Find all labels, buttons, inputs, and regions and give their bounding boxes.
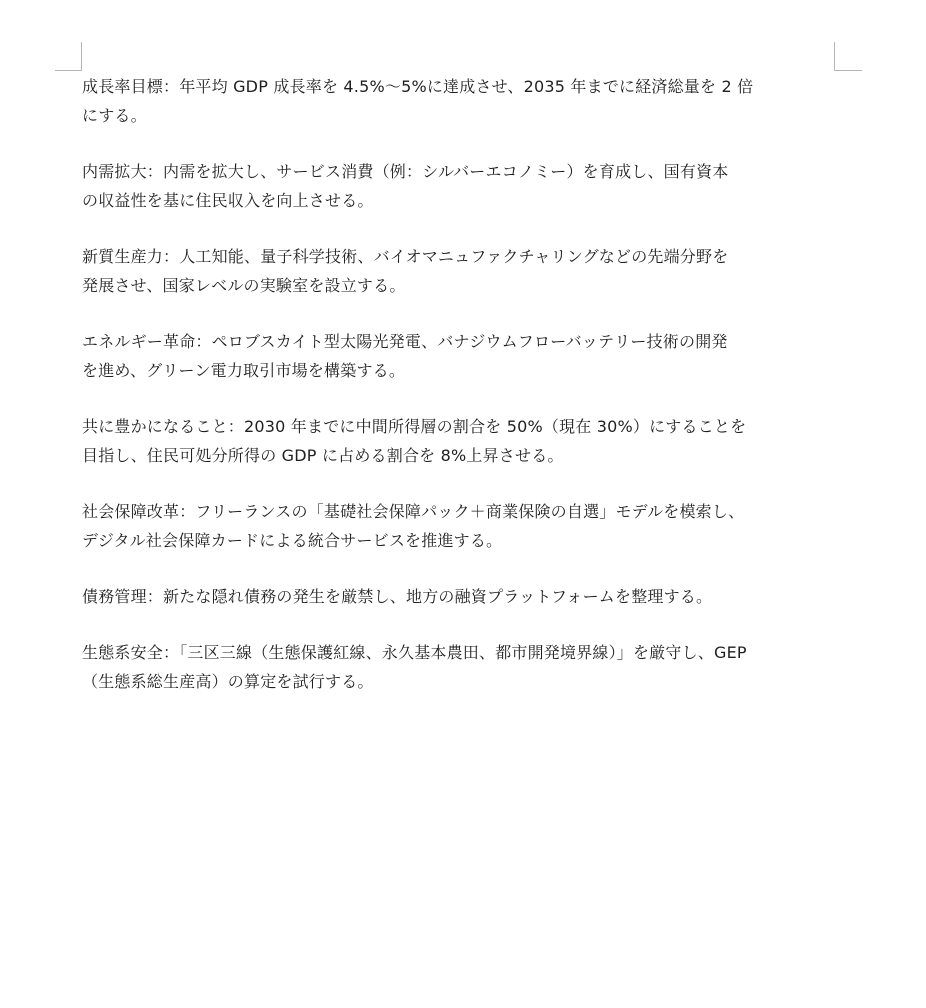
paragraph-line: 成長率目標：年平均 GDP 成長率を 4.5%〜5%に達成させ、2035 年までに経済総量を 2 倍 bbox=[82, 77, 754, 96]
paragraph-line: デジタル社会保障カードによる統合サービスを推進する。 bbox=[82, 531, 503, 550]
paragraph-line: を進め、グリーン電力取引市場を構築する。 bbox=[82, 361, 406, 380]
paragraph-line: の収益性を基に住民収入を向上させる。 bbox=[82, 191, 374, 210]
paragraph-line: （生態系総生産高）の算定を試行する。 bbox=[82, 672, 374, 691]
paragraph-ecological-security[interactable] bbox=[82, 638, 842, 696]
paragraph-line: 新質生産力：人工知能、量子科学技術、バイオマニュファクチャリングなどの先端分野を bbox=[82, 247, 729, 266]
paragraph-line: 発展させ、国家レベルの実験室を設立する。 bbox=[82, 276, 406, 295]
document-body[interactable] bbox=[82, 72, 842, 723]
paragraph-line: にする。 bbox=[82, 106, 147, 125]
paragraph-line: 内需拡大：内需を拡大し、サービス消費（例：シルバーエコノミー）を育成し、国有資本 bbox=[82, 162, 729, 181]
paragraph-line: 社会保障改革：フリーランスの「基礎社会保障パック＋商業保険の自選」モデルを模索し、 bbox=[82, 502, 745, 521]
paragraph-line: 債務管理：新たな隠れ債務の発生を厳禁し、地方の融資プラットフォームを整理する。 bbox=[82, 587, 713, 606]
paragraph-new-productivity[interactable] bbox=[82, 242, 842, 300]
paragraph-domestic-demand[interactable] bbox=[82, 157, 842, 215]
paragraph-debt-management[interactable] bbox=[82, 582, 842, 611]
paragraph-line: エネルギー革命：ペロブスカイト型太陽光発電、バナジウムフローバッテリー技術の開発 bbox=[82, 332, 728, 351]
paragraph-line: 共に豊かになること：2030 年までに中間所得層の割合を 50%（現在 30%）にすることを bbox=[82, 417, 747, 436]
paragraph-line: 目指し、住民可処分所得の GDP に占める割合を 8%上昇させる。 bbox=[82, 446, 564, 465]
paragraph-line: 生態系安全：「三区三線（生態保護紅線、永久基本農田、都市開発境界線）」を厳守し、GEP bbox=[82, 643, 747, 662]
paragraph-common-prosperity[interactable] bbox=[82, 412, 842, 470]
paragraph-growth-target[interactable] bbox=[82, 72, 842, 130]
paragraph-energy-revolution[interactable] bbox=[82, 327, 842, 385]
paragraph-social-security[interactable] bbox=[82, 497, 842, 555]
